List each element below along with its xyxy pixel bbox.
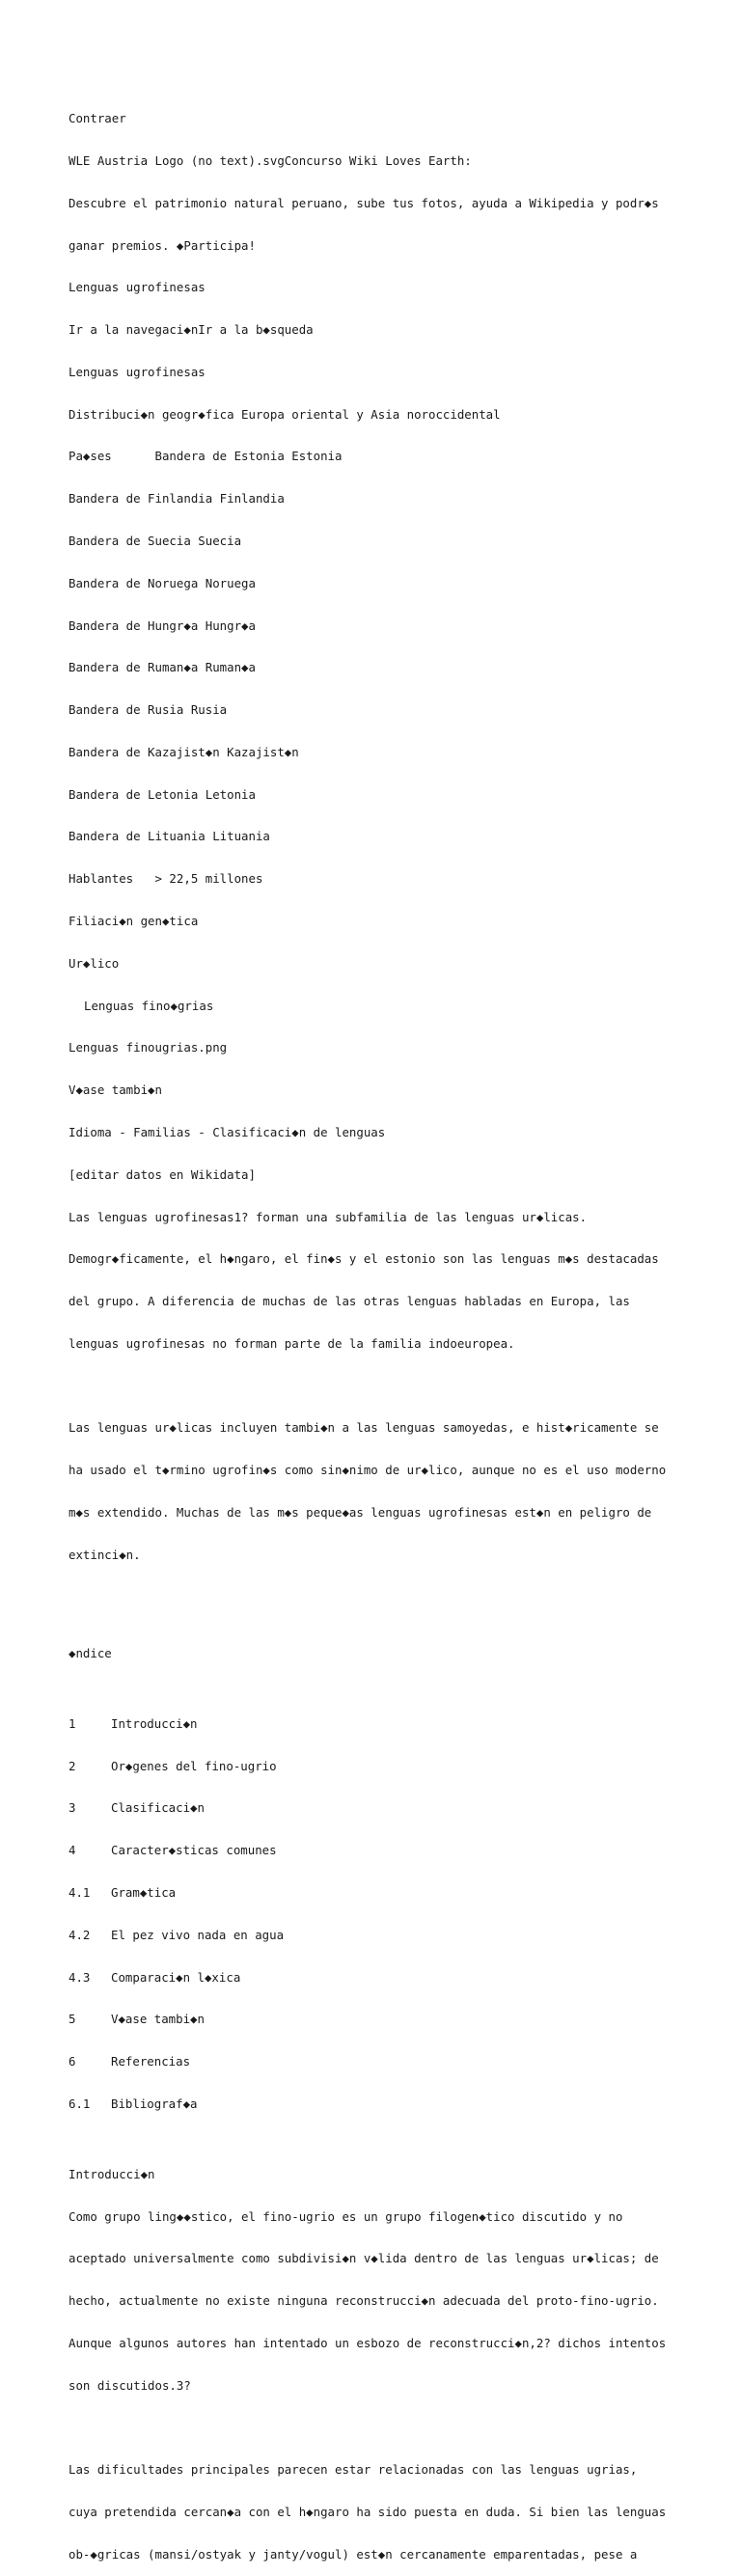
toc-item-number: 4.1 <box>69 1885 91 1900</box>
toc-item[interactable] <box>69 1801 725 1816</box>
infobox-country[interactable]: Bandera de Suecia Suecia <box>69 534 242 548</box>
toc-item-label: V◆ase tambi◆n <box>111 2012 205 2027</box>
toc-item-label: Caracter◆sticas comunes <box>111 1843 277 1858</box>
toc-item-label: Gram◆tica <box>111 1885 177 1900</box>
toc-item[interactable] <box>69 1844 725 1858</box>
table-of-contents <box>69 1689 725 2140</box>
infobox-country[interactable]: Bandera de Hungr◆a Hungr◆a <box>69 617 256 633</box>
toc-item-number: 4 <box>69 1843 76 1858</box>
banner-text: Descubre el patrimonio natural peruano, sube tus fotos, ayuda a Wikipedia y podr◆s <box>69 195 659 210</box>
toc-item[interactable] <box>69 2013 725 2027</box>
infobox-title: Lenguas ugrofinesas <box>69 364 206 379</box>
infobox-row-filiation: Filiaci◆n gen◆tica <box>69 914 199 929</box>
lead-paragraph-line: del grupo. A diferencia de muchas de las otras lenguas habladas en Europa, las <box>69 1294 630 1309</box>
infobox-links[interactable]: Idioma - Familias - Clasificaci◆n de lenguas <box>69 1124 386 1139</box>
toc-item[interactable] <box>69 1971 725 1986</box>
infobox-country[interactable]: Bandera de Ruman◆a Ruman◆a <box>69 660 256 675</box>
paragraph-line: Las lenguas ur◆licas incluyen tambi◆n a las lenguas samoyedas, e hist◆ricamente se <box>69 1420 659 1436</box>
toc-item[interactable] <box>69 2055 725 2069</box>
skip-links[interactable]: Ir a la navegaci◆nIr a la b◆squeda <box>69 322 314 338</box>
spacer <box>69 1380 725 1394</box>
toc-item-number: 5 <box>69 2012 76 2027</box>
paragraph-line: son discutidos.3? <box>69 2377 191 2393</box>
toc-item-label: Or◆genes del fino-ugrio <box>111 1758 277 1773</box>
toc-item[interactable] <box>69 2097 725 2112</box>
infobox-country[interactable]: Bandera de Rusia Rusia <box>69 702 228 718</box>
paragraph-line: ha usado el t◆rmino ugrofin◆s como sin◆nimo de ur◆lico, aunque no es el uso moderno <box>69 1463 667 1478</box>
infobox-country[interactable]: Bandera de Kazajist◆n Kazajist◆n <box>69 744 299 759</box>
paragraph-line: hecho, actualmente no existe ninguna reconstrucci◆n adecuada del proto-fino-ugrio. <box>69 2293 659 2309</box>
paragraph-line: Como grupo ling◆◆stico, el fino-ugrio es un grupo filogen◆tico discutido y no <box>69 2208 623 2224</box>
toc-item-label: Bibliograf◆a <box>111 2096 198 2111</box>
paragraph-line: aceptado universalmente como subdivisi◆n v◆lida dentro de las lenguas ur◆licas; de <box>69 2251 659 2266</box>
lead-paragraph-line: lenguas ugrofinesas no forman parte de la familia indoeuropea. <box>69 1335 515 1351</box>
infobox-subfamily: Lenguas fino◆grias <box>84 998 214 1013</box>
document-body <box>69 84 725 2576</box>
infobox-country[interactable]: Bandera de Letonia Letonia <box>69 786 256 802</box>
toc-item-number: 6 <box>69 2054 76 2069</box>
toc-item-label: El pez vivo nada en agua <box>111 1927 285 1942</box>
collapse-link[interactable]: Contraer <box>69 111 126 126</box>
banner-text[interactable]: ganar premios. ◆Participa! <box>69 237 256 253</box>
infobox-map-image[interactable]: Lenguas finougrias.png <box>69 1040 228 1055</box>
toc-item-label: Introducci◆n <box>111 1715 198 1731</box>
spacer <box>69 2422 725 2436</box>
toc-title: ◆ndice <box>69 1645 112 1660</box>
toc-item[interactable] <box>69 1760 725 1774</box>
toc-item-label: Referencias <box>111 2054 191 2069</box>
toc-item-number: 2 <box>69 1758 76 1773</box>
toc-item-label: Clasificaci◆n <box>111 1800 205 1816</box>
paragraph-line: cuya pretendida cercan◆a con el h◆ngaro ha sido puesta en duda. Si bien las lenguas <box>69 2505 667 2520</box>
infobox-row-distribution: Distribuci◆n geogr◆fica Europa oriental y Asia noroccidental <box>69 406 501 422</box>
paragraph-line: m◆s extendido. Muchas de las m◆s peque◆as lenguas ugrofinesas est◆n en peligro de <box>69 1504 652 1520</box>
toc-item-number: 6.1 <box>69 2096 91 2111</box>
toc-item[interactable] <box>69 1929 725 1943</box>
infobox-country[interactable]: Bandera de Lituania Lituania <box>69 829 270 844</box>
infobox-country[interactable]: Bandera de Finlandia Finlandia <box>69 491 285 507</box>
toc-item[interactable] <box>69 1717 725 1732</box>
toc-item-number: 4.3 <box>69 1969 91 1985</box>
toc-item-number: 3 <box>69 1800 76 1816</box>
infobox-row-countries: Pa◆ses Bandera de Estonia Estonia <box>69 449 343 464</box>
lead-paragraph-line: Las lenguas ugrofinesas1? forman una subfamilia de las lenguas ur◆licas. <box>69 1209 588 1224</box>
toc-item-number: 1 <box>69 1715 76 1731</box>
paragraph-line: extinci◆n. <box>69 1547 141 1562</box>
section-heading: Introducci◆n <box>69 2166 155 2181</box>
paragraph-line: ob-◆gricas (mansi/ostyak y janty/vogul) est◆n cercanamente emparentadas, pese a <box>69 2546 638 2562</box>
paragraph-line: Las dificultades principales parecen estar relacionadas con las lenguas ugrias, <box>69 2462 638 2478</box>
toc-item-label: Comparaci◆n l◆xica <box>111 1969 241 1985</box>
spacer <box>69 1591 725 1619</box>
infobox-row-speakers: Hablantes > 22,5 millones <box>69 871 263 887</box>
banner-title[interactable]: WLE Austria Logo (no text).svgConcurso Wiki Loves Earth: <box>69 152 472 168</box>
paragraph-line: Aunque algunos autores han intentado un esbozo de reconstrucci◆n,2? dichos intentos <box>69 2336 667 2350</box>
infobox-country[interactable]: Bandera de Noruega Noruega <box>69 575 256 590</box>
toc-item[interactable] <box>69 1886 725 1901</box>
infobox-see-also: V◆ase tambi◆n <box>69 1082 162 1098</box>
infobox-family-link[interactable]: Ur◆lico <box>69 955 120 971</box>
lead-paragraph-line: Demogr◆ficamente, el h◆ngaro, el fin◆s y el estonio son las lenguas m◆s destacadas <box>69 1251 659 1267</box>
edit-wikidata-link[interactable]: [editar datos en Wikidata] <box>69 1166 256 1182</box>
page-title: Lenguas ugrofinesas <box>69 280 206 295</box>
toc-item-number: 4.2 <box>69 1927 91 1942</box>
